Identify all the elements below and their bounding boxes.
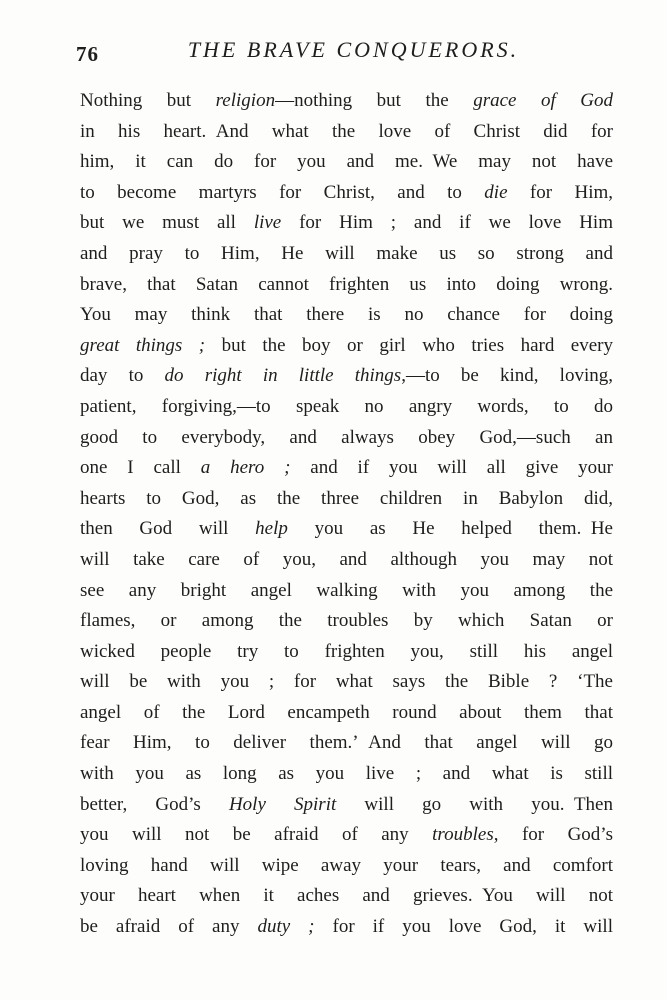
running-header: THE BRAVE CONQUERORS. [187,37,520,62]
text-line: day to do right in little things,—to be kind, loving, [80,365,613,387]
text-line: You may think that there is no chance for doing [80,304,613,326]
text-line: angel of the Lord encampeth round about them that [80,701,613,723]
text-line: then God will help you as He helped them. He [80,518,613,540]
text-line: to become martyrs for Christ, and to die for Him, [80,181,614,203]
text-line: loving hand will wipe away your tears, and comfort [80,854,613,876]
text-line: be afraid of any duty ; for if you love God, it will [80,916,613,938]
text-line: fear Him, to deliver them.’ And that angel will go [80,732,613,754]
text-line: your heart when it aches and grieves. You will not [80,885,613,907]
text-line: good to everybody, and always obey God,—such an [80,426,613,448]
text-line: great things ; but the boy or girl who tries hard every [80,334,613,356]
text-line: will take care of you, and although you may not [80,548,613,570]
body-text [80,86,613,943]
text-line: with you as long as you live ; and what is still [80,763,613,785]
text-line: better, God’s Holy Spirit will go with you. Then [80,793,613,815]
text-line: and pray to Him, He will make us so strong and [80,242,613,264]
text-line: will be with you ; for what says the Bible ? ‘The [80,671,613,693]
text-line: hearts to God, as the three children in Babylon did, [80,487,613,509]
text-line: in his heart. And what the love of Christ did for [80,120,613,142]
text-line: him, it can do for you and me. We may not have [80,151,613,173]
page-header [76,37,613,69]
text-line: one I call a hero ; and if you will all give your [80,457,613,479]
text-line: patient, forgiving,—to speak no angry words, to do [80,395,613,417]
text-line: see any bright angel walking with you among the [80,579,613,601]
text-line: Nothing but religion—nothing but the grace of God [80,90,613,111]
text-line: but we must all live for Him ; and if we love Him [80,212,613,234]
text-line: wicked people try to frighten you, still his angel [80,640,613,662]
page-number: 76 [76,42,99,66]
text-line: you will not be afraid of any troubles, for God’s [80,824,613,846]
text-line: flames, or among the troubles by which Satan or [80,610,613,632]
text-line: brave, that Satan cannot frighten us into doing wrong. [80,273,613,295]
